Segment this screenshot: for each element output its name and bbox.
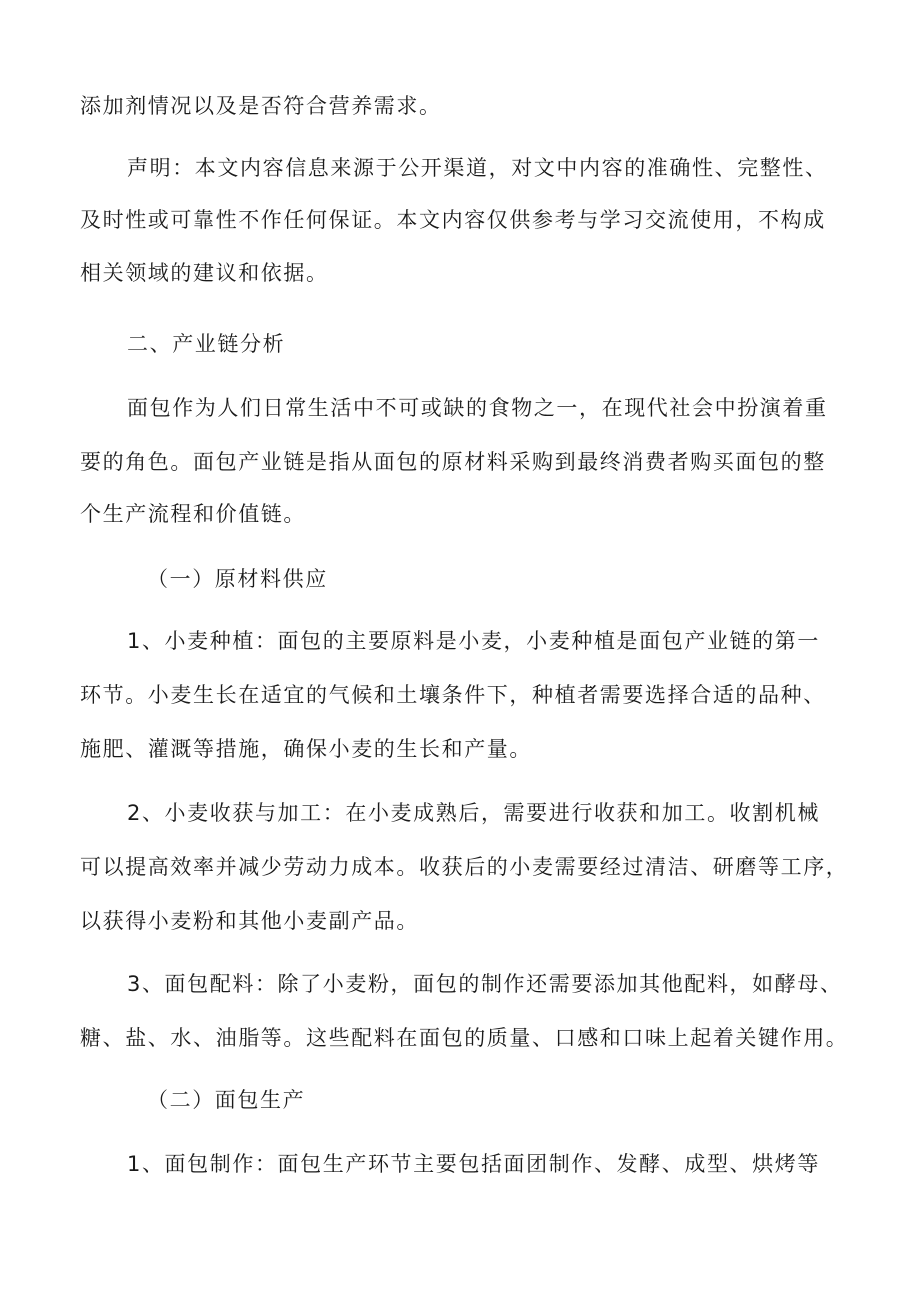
disclaimer-line-1: 声明：本文内容信息来源于公开渠道，对文中内容的准确性、完整性、 xyxy=(127,156,828,180)
item-1-1-line-1: 1、小麦种植：面包的主要原料是小麦，小麦种植是面包产业链的第一 xyxy=(127,629,820,653)
overview-line-2: 要的角色。面包产业链是指从面包的原材料采购到最终消费者购买面包的整 xyxy=(80,450,826,474)
item-1-1-line-3: 施肥、灌溉等措施，确保小麦的生长和产量。 xyxy=(80,737,532,761)
item-1-2-line-1: 2、小麦收获与加工：在小麦成熟后，需要进行收获和加工。收割机械 xyxy=(127,801,820,825)
paragraph-intro-tail: 添加剂情况以及是否符合营养需求。 xyxy=(80,94,442,118)
section-title: 二、产业链分析 xyxy=(127,332,286,356)
overview-line-1: 面包作为人们日常生活中不可或缺的食物之一，在现代社会中扮演着重 xyxy=(127,396,828,420)
item-1-2-line-3: 以获得小麦粉和其他小麦副产品。 xyxy=(80,909,419,933)
overview-line-3: 个生产流程和价值链。 xyxy=(80,502,306,526)
item-1-1-line-2: 环节。小麦生长在适宜的气候和土壤条件下，种植者需要选择合适的品种、 xyxy=(80,683,826,707)
subsection-1-title: （一）原材料供应 xyxy=(147,567,328,591)
disclaimer-line-2: 及时性或可靠性不作任何保证。本文内容仅供参考与学习交流使用，不构成 xyxy=(80,208,826,232)
item-1-2-line-2: 可以提高效率并减少劳动力成本。收获后的小麦需要经过清洁、研磨等工序， xyxy=(80,855,849,879)
item-1-3-line-2: 糖、盐、水、油脂等。这些配料在面包的质量、口感和口味上起着关键作用。 xyxy=(80,1026,849,1050)
item-1-3-line-1: 3、面包配料：除了小麦粉，面包的制作还需要添加其他配料，如酵母、 xyxy=(127,972,843,996)
disclaimer-line-3: 相关领域的建议和依据。 xyxy=(80,261,329,285)
subsection-2-title: （二）面包生产 xyxy=(147,1088,306,1112)
item-2-1-line-1: 1、面包制作：面包生产环节主要包括面团制作、发酵、成型、烘烤等 xyxy=(127,1152,820,1176)
